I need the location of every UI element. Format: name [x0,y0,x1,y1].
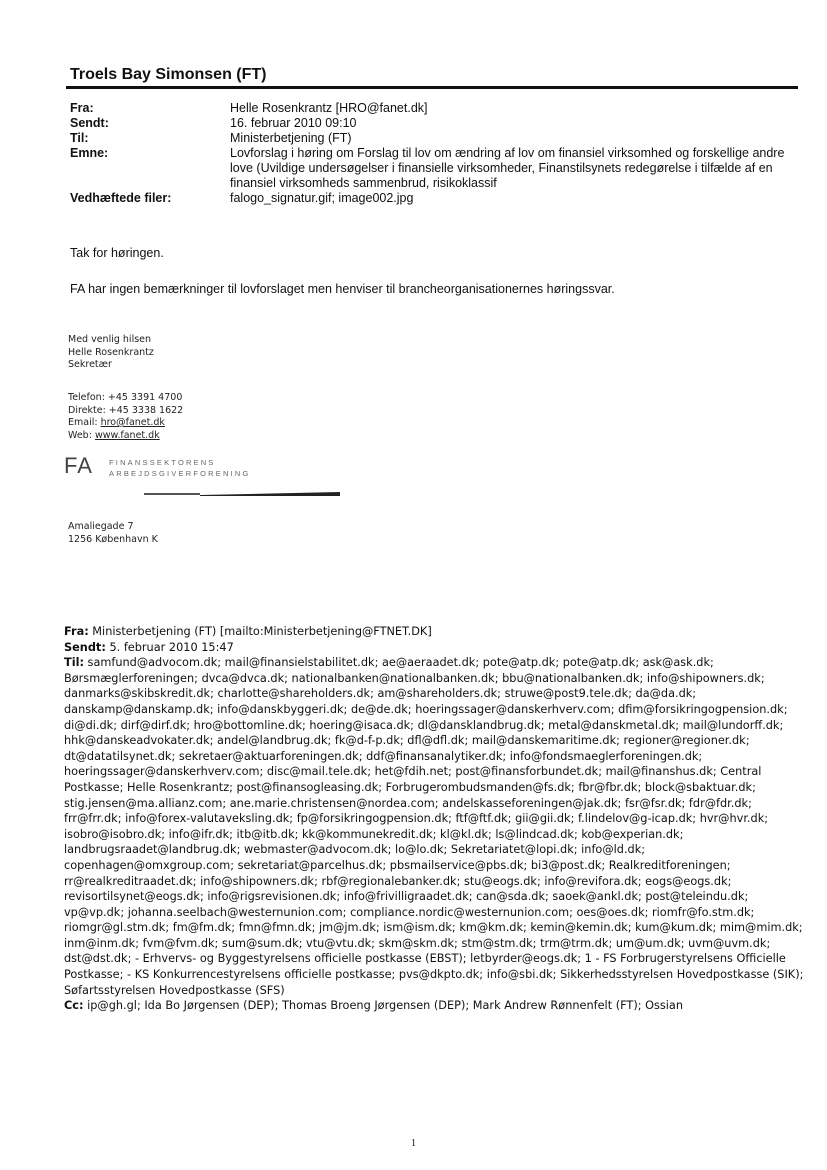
fa-logo [64,453,294,503]
address-city: 1256 København K [68,533,158,545]
signature-web-row [68,430,183,443]
forwarded-cc-row [64,998,804,1014]
forwarded-cc-label: Cc: [64,999,84,1013]
attachments-label: Vedhæftede filer: [70,191,172,205]
email-header [70,101,800,206]
forwarded-from-label: Fra: [64,625,89,638]
sent-value: 16. februar 2010 09:10 [230,116,357,130]
subject-value: Lovforslag i høring om Forslag til lov om ændring af lov om finansiel virksomhed og forskellige andre love (Uvildige undersøgelser i finansielle virksomheder, Finanstilsynets redegørelse i tilfælde af en finansiel virksomheds sammenbrud, risikoklassif [230,146,785,190]
sent-label: Sendt: [70,116,109,130]
forwarded-sent-row [64,640,804,656]
forwarded-header [64,624,804,1014]
body-line-thanks: Tak for høringen. [70,246,164,260]
body-line-comment: FA har ingen bemærkninger til lovforslaget men henviser til brancheorganisationernes høringssvar. [70,282,615,296]
forwarded-to-value: samfund@advocom.dk; mail@finansielstabilitet.dk; ae@aeraadet.dk; pote@atp.dk; pote@atp.dk; ask@ask.dk; Børsmæglerforeningen; dvca@dvca.dk; nationalbanken@nationalbanken.dk; bbu@nationalbanken.dk; info@shipowners.dk; danmarks@skibskredit.dk; charlotte@shareholders.dk; am@shareholders.dk; struwe@post9.tele.dk; da@da.dk; danskamp@danskamp.dk; info@danskbyggeri.dk; de@de.dk; hoeringssager@danskerhverv.com; dfim@forsikringogpension.dk; di@di.dk; dirf@dirf.dk; hro@bottomline.dk; hoering@isaca.dk; dl@dansklandbrug.dk; metal@danskmetal.dk; mail@lundorff.dk; hhk@danskeadvokater.dk; andel@landbrug.dk; fk@d-f-p.dk; dfl@dfl.dk; mail@danskemaritime.dk; regioner@regioner.dk; dt@datatilsynet.dk; sekretaer@aktuarforeningen.dk; ddf@finansanalytiker.dk; info@fondsmaeglerforeningen.dk; hoeringssager@danskerhverv.com; disc@mail.tele.dk; het@fdih.net; post@finansforbundet.dk; mail@finanshus.dk; Central Postkasse; Helle Rosenkrantz; post@finansogleasing.dk; Forbrugerombudsmanden@fs.dk; fbr@fbr.dk; block@sbaktuar.dk; stig.jensen@ma.allianz.com; ane.marie.christensen@nordea.com; andelskasseforeningen@jak.dk; fsr@fsr.dk; fdr@fdr.dk; frr@frr.dk; info@forex-valutaveksling.dk; fp@forsikringogpension.dk; ftf@ftf.dk; gii@gii.dk; f.lindelov@g-icap.dk; hvr@hvr.dk; isobro@isobro.dk; info@ifr.dk; itb@itb.dk; kk@kommunekredit.dk; kl@kl.dk; ls@lindcad.dk; kob@experian.dk; landbrugsraadet@landbrug.dk; webmaster@advocom.dk; lo@lo.dk; Sekretariatet@lopi.dk; info@ld.dk; copenhagen@omxgroup.com; sekretariat@parcelhus.dk; pbsmailservice@pbs.dk; bi3@post.dk; Realkreditforeningen; rr@realkreditraadet.dk; info@shipowners.dk; rbf@regionalebanker.dk; stu@eogs.dk; info@revifora.dk; eogs@eogs.dk; revisortilsynet@eogs.dk; info@rigsrevisionen.dk; info@frivilligraadet.dk; can@sda.dk; saoek@ankl.dk; post@teleindu.dk; vp@vp.dk; johanna.seelbach@westernunion.com; compliance.nordic@westernunion.com; oes@oes.dk; riomfr@fo.stm.dk; riomgr@gl.stm.dk; fm@fm.dk; fmn@fmn.dk; jm@jm.dk; ism@ism.dk; km@km.dk; kemin@kemin.dk; kum@kum.dk; mim@mim.dk; inm@inm.dk; fvm@fvm.dk; sum@sum.dk; vtu@vtu.dk; skm@skm.dk; stm@stm.dk; trm@trm.dk; um@um.dk; uvm@uvm.dk; dst@dst.dk; - Erhvervs- og Byggestyrelsens officielle postkasse (EBST); letbyrder@eogs.dk; 1 - FS Forbrugerstyrelsens Officielle Postkasse; - KS Konkurrencestyrelsens officielle postkasse; pvs@dkpto.dk; info@sbi.dk; Sikkerhedsstyrelsen Hovedpostkasse (SIK); Søfartsstyrelsen Hovedpostkasse (SFS) [64,656,804,997]
signature-closing: Med venlig hilsen [68,334,152,345]
signature-address [68,521,158,546]
attachments-value: falogo_signatur.gif; image002.jpg [230,191,414,205]
from-value: Helle Rosenkrantz [HRO@fanet.dk] [230,101,428,115]
email-link[interactable]: hro@fanet.dk [100,417,165,428]
signature-phone: Telefon: +45 3391 4700 [68,392,183,403]
fa-logo-mark: FA [64,453,93,478]
web-label: Web: [68,429,95,441]
forwarded-from-row [64,624,804,640]
signature-direct: Direkte: +45 3338 1622 [68,404,184,416]
forwarded-to-label: Til: [64,656,84,670]
to-label: Til: [70,131,89,145]
fa-logo-bar [144,492,340,496]
to-value: Ministerbetjening (FT) [230,131,352,145]
signature-name: Helle Rosenkrantz [68,346,154,358]
subject-label: Emne: [70,146,109,160]
signature-block [68,334,154,372]
email-label: Email: [68,417,101,428]
forwarded-from-value: Ministerbetjening (FT) [mailto:Ministerbetjening@FTNET.DK] [88,625,432,638]
header-to-row [70,131,800,146]
document-title: Troels Bay Simonsen (FT) [70,66,267,83]
signature-role: Sekretær [68,359,112,370]
forwarded-sent-label: Sendt: [64,640,106,654]
forwarded-cc-value: ip@gh.gl; Ida Bo Jørgensen (DEP); Thomas Broeng Jørgensen (DEP); Mark Andrew Rønnenfelt (FT); Ossian [83,999,684,1013]
header-attachments-row [70,191,800,206]
from-label: Fra: [70,101,94,115]
signature-contact [68,392,183,442]
header-sent-row [70,116,800,131]
header-subject-row [70,146,800,191]
forwarded-sent-value: 5. februar 2010 15:47 [105,640,234,654]
forwarded-to-row [64,655,804,998]
header-from-row [70,101,800,116]
fa-logo-line1: FINANSSEKTORENS [109,458,216,467]
fa-logo-line2: ARBEJDSGIVERFORENING [109,469,251,478]
page-number: 1 [411,1138,416,1149]
signature-email-row [68,417,183,430]
address-street: Amaliegade 7 [68,521,134,532]
web-link[interactable]: www.fanet.dk [94,429,160,441]
title-rule [66,86,798,89]
